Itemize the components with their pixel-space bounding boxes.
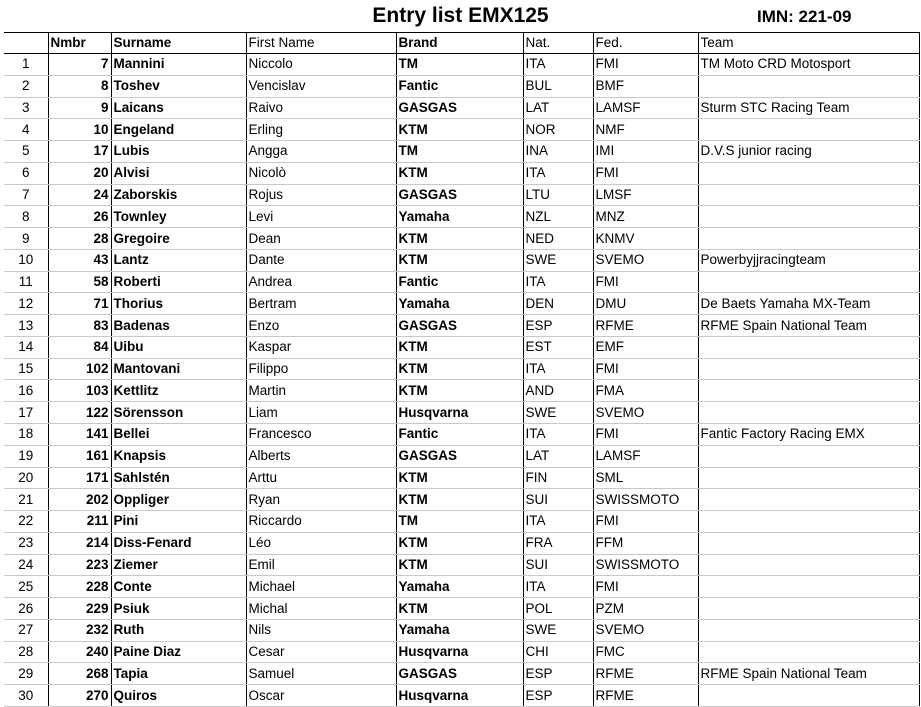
rider-number: 8 — [48, 75, 111, 97]
rider-surname: Lantz — [111, 249, 246, 271]
rider-brand: KTM — [396, 119, 523, 141]
rider-first-name: Niccolo — [246, 54, 396, 76]
rider-brand: GASGAS — [396, 445, 523, 467]
rider-first-name: Riccardo — [246, 511, 396, 533]
table-row — [4, 315, 919, 337]
rider-federation: SVEMO — [593, 249, 698, 271]
row-index: 12 — [4, 293, 48, 315]
rider-first-name: Ryan — [246, 489, 396, 511]
table-row — [4, 445, 919, 467]
page-title: Entry list EMX125 — [372, 4, 549, 27]
rider-first-name: Andrea — [246, 271, 396, 293]
table-row — [4, 54, 919, 76]
rider-number: 26 — [48, 206, 111, 228]
table-row — [4, 511, 919, 533]
row-index: 1 — [4, 54, 48, 76]
rider-surname: Sörensson — [111, 402, 246, 424]
table-row — [4, 141, 919, 163]
rider-nationality: ITA — [523, 511, 593, 533]
rider-federation: FMI — [593, 576, 698, 598]
table-row — [4, 249, 919, 271]
rider-surname: Engeland — [111, 119, 246, 141]
rider-first-name: Alberts — [246, 445, 396, 467]
rider-number: 43 — [48, 249, 111, 271]
table-row — [4, 424, 919, 446]
rider-first-name: Angga — [246, 141, 396, 163]
rider-number: 223 — [48, 554, 111, 576]
rider-brand: Yamaha — [396, 619, 523, 641]
rider-team: De Baets Yamaha MX-Team — [698, 293, 919, 315]
header-surname: Surname — [111, 33, 246, 54]
rider-nationality: ITA — [523, 358, 593, 380]
rider-number: 211 — [48, 511, 111, 533]
rider-federation: IMI — [593, 141, 698, 163]
row-index: 4 — [4, 119, 48, 141]
rider-brand: GASGAS — [396, 315, 523, 337]
rider-federation: NMF — [593, 119, 698, 141]
row-index: 24 — [4, 554, 48, 576]
header-nat: Nat. — [523, 33, 593, 54]
row-index: 21 — [4, 489, 48, 511]
rider-federation: SWISSMOTO — [593, 554, 698, 576]
rider-first-name: Dean — [246, 228, 396, 250]
rider-team — [698, 358, 919, 380]
rider-federation: RFME — [593, 685, 698, 707]
rider-surname: Badenas — [111, 315, 246, 337]
rider-nationality: NOR — [523, 119, 593, 141]
rider-federation: FFM — [593, 532, 698, 554]
rider-first-name: Liam — [246, 402, 396, 424]
rider-surname: Mannini — [111, 54, 246, 76]
rider-team — [698, 206, 919, 228]
rider-number: 102 — [48, 358, 111, 380]
table-row — [4, 576, 919, 598]
rider-nationality: SWE — [523, 402, 593, 424]
table-row — [4, 119, 919, 141]
table-row — [4, 336, 919, 358]
rider-surname: Tapia — [111, 663, 246, 685]
rider-team — [698, 184, 919, 206]
rider-number: 202 — [48, 489, 111, 511]
rider-team — [698, 162, 919, 184]
rider-nationality: ITA — [523, 54, 593, 76]
table-row — [4, 228, 919, 250]
rider-number: 28 — [48, 228, 111, 250]
entry-table — [4, 32, 920, 707]
rider-number: 20 — [48, 162, 111, 184]
rider-team — [698, 641, 919, 663]
rider-first-name: Michal — [246, 598, 396, 620]
rider-surname: Oppliger — [111, 489, 246, 511]
rider-nationality: NZL — [523, 206, 593, 228]
table-row — [4, 554, 919, 576]
row-index: 25 — [4, 576, 48, 598]
rider-nationality: SUI — [523, 489, 593, 511]
rider-federation: LAMSF — [593, 97, 698, 119]
rider-surname: Townley — [111, 206, 246, 228]
rider-first-name: Martin — [246, 380, 396, 402]
table-row — [4, 162, 919, 184]
rider-brand: Yamaha — [396, 206, 523, 228]
rider-first-name: Levi — [246, 206, 396, 228]
rider-brand: Yamaha — [396, 576, 523, 598]
row-index: 22 — [4, 511, 48, 533]
row-index: 7 — [4, 184, 48, 206]
rider-team — [698, 445, 919, 467]
rider-team — [698, 467, 919, 489]
rider-team: TM Moto CRD Motosport — [698, 54, 919, 76]
row-index: 28 — [4, 641, 48, 663]
rider-team — [698, 380, 919, 402]
table-row — [4, 271, 919, 293]
rider-first-name: Nicolò — [246, 162, 396, 184]
rider-nationality: ESP — [523, 685, 593, 707]
row-index: 19 — [4, 445, 48, 467]
row-index: 10 — [4, 249, 48, 271]
rider-team: Sturm STC Racing Team — [698, 97, 919, 119]
rider-nationality: INA — [523, 141, 593, 163]
rider-brand: Husqvarna — [396, 641, 523, 663]
rider-surname: Uibu — [111, 336, 246, 358]
rider-first-name: Samuel — [246, 663, 396, 685]
rider-brand: Fantic — [396, 271, 523, 293]
rider-surname: Knapsis — [111, 445, 246, 467]
row-index: 5 — [4, 141, 48, 163]
rider-surname: Alvisi — [111, 162, 246, 184]
rider-nationality: LAT — [523, 445, 593, 467]
rider-federation: FMI — [593, 162, 698, 184]
rider-brand: KTM — [396, 598, 523, 620]
rider-surname: Paine Diaz — [111, 641, 246, 663]
rider-federation: MNZ — [593, 206, 698, 228]
table-row — [4, 380, 919, 402]
table-row — [4, 467, 919, 489]
table-row — [4, 598, 919, 620]
rider-team: RFME Spain National Team — [698, 315, 919, 337]
header-index — [4, 33, 48, 54]
rider-brand: KTM — [396, 489, 523, 511]
table-row — [4, 75, 919, 97]
rider-brand: KTM — [396, 336, 523, 358]
rider-first-name: Enzo — [246, 315, 396, 337]
rider-team — [698, 685, 919, 707]
rider-first-name: Erling — [246, 119, 396, 141]
rider-nationality: ITA — [523, 162, 593, 184]
rider-brand: KTM — [396, 249, 523, 271]
rider-surname: Psiuk — [111, 598, 246, 620]
rider-number: 228 — [48, 576, 111, 598]
rider-nationality: EST — [523, 336, 593, 358]
rider-brand: KTM — [396, 358, 523, 380]
rider-nationality: SWE — [523, 619, 593, 641]
rider-nationality: ESP — [523, 663, 593, 685]
rider-first-name: Arttu — [246, 467, 396, 489]
rider-first-name: Kaspar — [246, 336, 396, 358]
rider-first-name: Rojus — [246, 184, 396, 206]
rider-team — [698, 119, 919, 141]
table-row — [4, 641, 919, 663]
rider-brand: GASGAS — [396, 663, 523, 685]
rider-brand: Husqvarna — [396, 402, 523, 424]
rider-brand: TM — [396, 141, 523, 163]
table-row — [4, 206, 919, 228]
rider-federation: KNMV — [593, 228, 698, 250]
row-index: 17 — [4, 402, 48, 424]
rider-number: 214 — [48, 532, 111, 554]
rider-nationality: AND — [523, 380, 593, 402]
rider-federation: FMI — [593, 424, 698, 446]
rider-team — [698, 228, 919, 250]
row-index: 13 — [4, 315, 48, 337]
rider-number: 240 — [48, 641, 111, 663]
rider-federation: BMF — [593, 75, 698, 97]
rider-brand: KTM — [396, 467, 523, 489]
rider-number: 103 — [48, 380, 111, 402]
table-row — [4, 685, 919, 707]
rider-nationality: ITA — [523, 271, 593, 293]
rider-team — [698, 271, 919, 293]
row-index: 20 — [4, 467, 48, 489]
rider-first-name: Filippo — [246, 358, 396, 380]
rider-federation: FMI — [593, 54, 698, 76]
rider-nationality: SUI — [523, 554, 593, 576]
rider-brand: Fantic — [396, 75, 523, 97]
rider-number: 268 — [48, 663, 111, 685]
rider-nationality: ESP — [523, 315, 593, 337]
row-index: 23 — [4, 532, 48, 554]
rider-nationality: BUL — [523, 75, 593, 97]
rider-brand: KTM — [396, 228, 523, 250]
rider-team — [698, 75, 919, 97]
row-index: 18 — [4, 424, 48, 446]
rider-nationality: FIN — [523, 467, 593, 489]
rider-brand: KTM — [396, 532, 523, 554]
rider-number: 229 — [48, 598, 111, 620]
rider-nationality: FRA — [523, 532, 593, 554]
rider-team — [698, 598, 919, 620]
header-team: Team — [698, 33, 919, 54]
rider-federation: SVEMO — [593, 402, 698, 424]
rider-brand: Yamaha — [396, 293, 523, 315]
rider-surname: Lubis — [111, 141, 246, 163]
rider-team — [698, 489, 919, 511]
header-fed: Fed. — [593, 33, 698, 54]
row-index: 30 — [4, 685, 48, 707]
rider-first-name: Francesco — [246, 424, 396, 446]
row-index: 14 — [4, 336, 48, 358]
rider-brand: GASGAS — [396, 184, 523, 206]
table-row — [4, 184, 919, 206]
table-row — [4, 97, 919, 119]
rider-brand: KTM — [396, 380, 523, 402]
header-brand: Brand — [396, 33, 523, 54]
rider-number: 84 — [48, 336, 111, 358]
rider-nationality: CHI — [523, 641, 593, 663]
rider-team: D.V.S junior racing — [698, 141, 919, 163]
rider-federation: FMI — [593, 358, 698, 380]
rider-federation: RFME — [593, 315, 698, 337]
row-index: 8 — [4, 206, 48, 228]
rider-surname: Laicans — [111, 97, 246, 119]
table-row — [4, 358, 919, 380]
rider-surname: Zaborskis — [111, 184, 246, 206]
row-index: 15 — [4, 358, 48, 380]
row-index: 27 — [4, 619, 48, 641]
rider-number: 9 — [48, 97, 111, 119]
rider-brand: TM — [396, 54, 523, 76]
rider-team — [698, 511, 919, 533]
rider-nationality: POL — [523, 598, 593, 620]
table-row — [4, 663, 919, 685]
row-index: 6 — [4, 162, 48, 184]
rider-federation: LMSF — [593, 184, 698, 206]
rider-surname: Pini — [111, 511, 246, 533]
rider-federation: EMF — [593, 336, 698, 358]
imn-code: IMN: 221-09 — [757, 7, 852, 26]
rider-team — [698, 619, 919, 641]
rider-first-name: Vencislav — [246, 75, 396, 97]
rider-number: 7 — [48, 54, 111, 76]
rider-first-name: Nils — [246, 619, 396, 641]
rider-team: RFME Spain National Team — [698, 663, 919, 685]
rider-brand: TM — [396, 511, 523, 533]
header-number: Nmbr — [48, 33, 111, 54]
rider-number: 232 — [48, 619, 111, 641]
rider-first-name: Oscar — [246, 685, 396, 707]
rider-number: 58 — [48, 271, 111, 293]
row-index: 16 — [4, 380, 48, 402]
rider-first-name: Cesar — [246, 641, 396, 663]
rider-number: 10 — [48, 119, 111, 141]
rider-federation: SML — [593, 467, 698, 489]
rider-first-name: Bertram — [246, 293, 396, 315]
rider-federation: FMC — [593, 641, 698, 663]
rider-surname: Kettlitz — [111, 380, 246, 402]
rider-number: 161 — [48, 445, 111, 467]
rider-nationality: ITA — [523, 576, 593, 598]
rider-team — [698, 532, 919, 554]
row-index: 9 — [4, 228, 48, 250]
rider-federation: RFME — [593, 663, 698, 685]
table-row — [4, 619, 919, 641]
rider-surname: Quiros — [111, 685, 246, 707]
rider-brand: Fantic — [396, 424, 523, 446]
header-first-name: First Name — [246, 33, 396, 54]
rider-surname: Conte — [111, 576, 246, 598]
rider-number: 270 — [48, 685, 111, 707]
rider-first-name: Emil — [246, 554, 396, 576]
rider-surname: Ruth — [111, 619, 246, 641]
title-row — [0, 0, 921, 32]
table-row — [4, 532, 919, 554]
rider-number: 71 — [48, 293, 111, 315]
rider-number: 122 — [48, 402, 111, 424]
rider-surname: Toshev — [111, 75, 246, 97]
rider-federation: DMU — [593, 293, 698, 315]
rider-surname: Diss-Fenard — [111, 532, 246, 554]
rider-federation: LAMSF — [593, 445, 698, 467]
row-index: 3 — [4, 97, 48, 119]
row-index: 26 — [4, 598, 48, 620]
header-row — [4, 33, 919, 54]
rider-number: 17 — [48, 141, 111, 163]
rider-team — [698, 336, 919, 358]
rider-surname: Sahlstén — [111, 467, 246, 489]
rider-surname: Bellei — [111, 424, 246, 446]
rider-surname: Gregoire — [111, 228, 246, 250]
rider-first-name: Dante — [246, 249, 396, 271]
rider-nationality: NED — [523, 228, 593, 250]
rider-nationality: DEN — [523, 293, 593, 315]
rider-brand: GASGAS — [396, 97, 523, 119]
table-row — [4, 293, 919, 315]
table-row — [4, 489, 919, 511]
entry-table-body — [4, 33, 919, 707]
rider-federation: FMA — [593, 380, 698, 402]
rider-federation: FMI — [593, 511, 698, 533]
rider-number: 83 — [48, 315, 111, 337]
rider-first-name: Michael — [246, 576, 396, 598]
rider-first-name: Léo — [246, 532, 396, 554]
rider-team — [698, 576, 919, 598]
rider-team: Powerbyjjracingteam — [698, 249, 919, 271]
row-index: 11 — [4, 271, 48, 293]
rider-surname: Roberti — [111, 271, 246, 293]
rider-number: 141 — [48, 424, 111, 446]
rider-brand: KTM — [396, 162, 523, 184]
rider-federation: PZM — [593, 598, 698, 620]
table-row — [4, 402, 919, 424]
rider-brand: KTM — [396, 554, 523, 576]
rider-brand: Husqvarna — [396, 685, 523, 707]
rider-nationality: LTU — [523, 184, 593, 206]
rider-number: 24 — [48, 184, 111, 206]
rider-nationality: LAT — [523, 97, 593, 119]
row-index: 29 — [4, 663, 48, 685]
rider-federation: FMI — [593, 271, 698, 293]
rider-team: Fantic Factory Racing EMX — [698, 424, 919, 446]
rider-surname: Ziemer — [111, 554, 246, 576]
rider-first-name: Raivo — [246, 97, 396, 119]
row-index: 2 — [4, 75, 48, 97]
rider-surname: Thorius — [111, 293, 246, 315]
rider-team — [698, 554, 919, 576]
rider-nationality: ITA — [523, 424, 593, 446]
rider-team — [698, 402, 919, 424]
rider-nationality: SWE — [523, 249, 593, 271]
rider-number: 171 — [48, 467, 111, 489]
rider-federation: SWISSMOTO — [593, 489, 698, 511]
rider-surname: Mantovani — [111, 358, 246, 380]
rider-federation: SVEMO — [593, 619, 698, 641]
